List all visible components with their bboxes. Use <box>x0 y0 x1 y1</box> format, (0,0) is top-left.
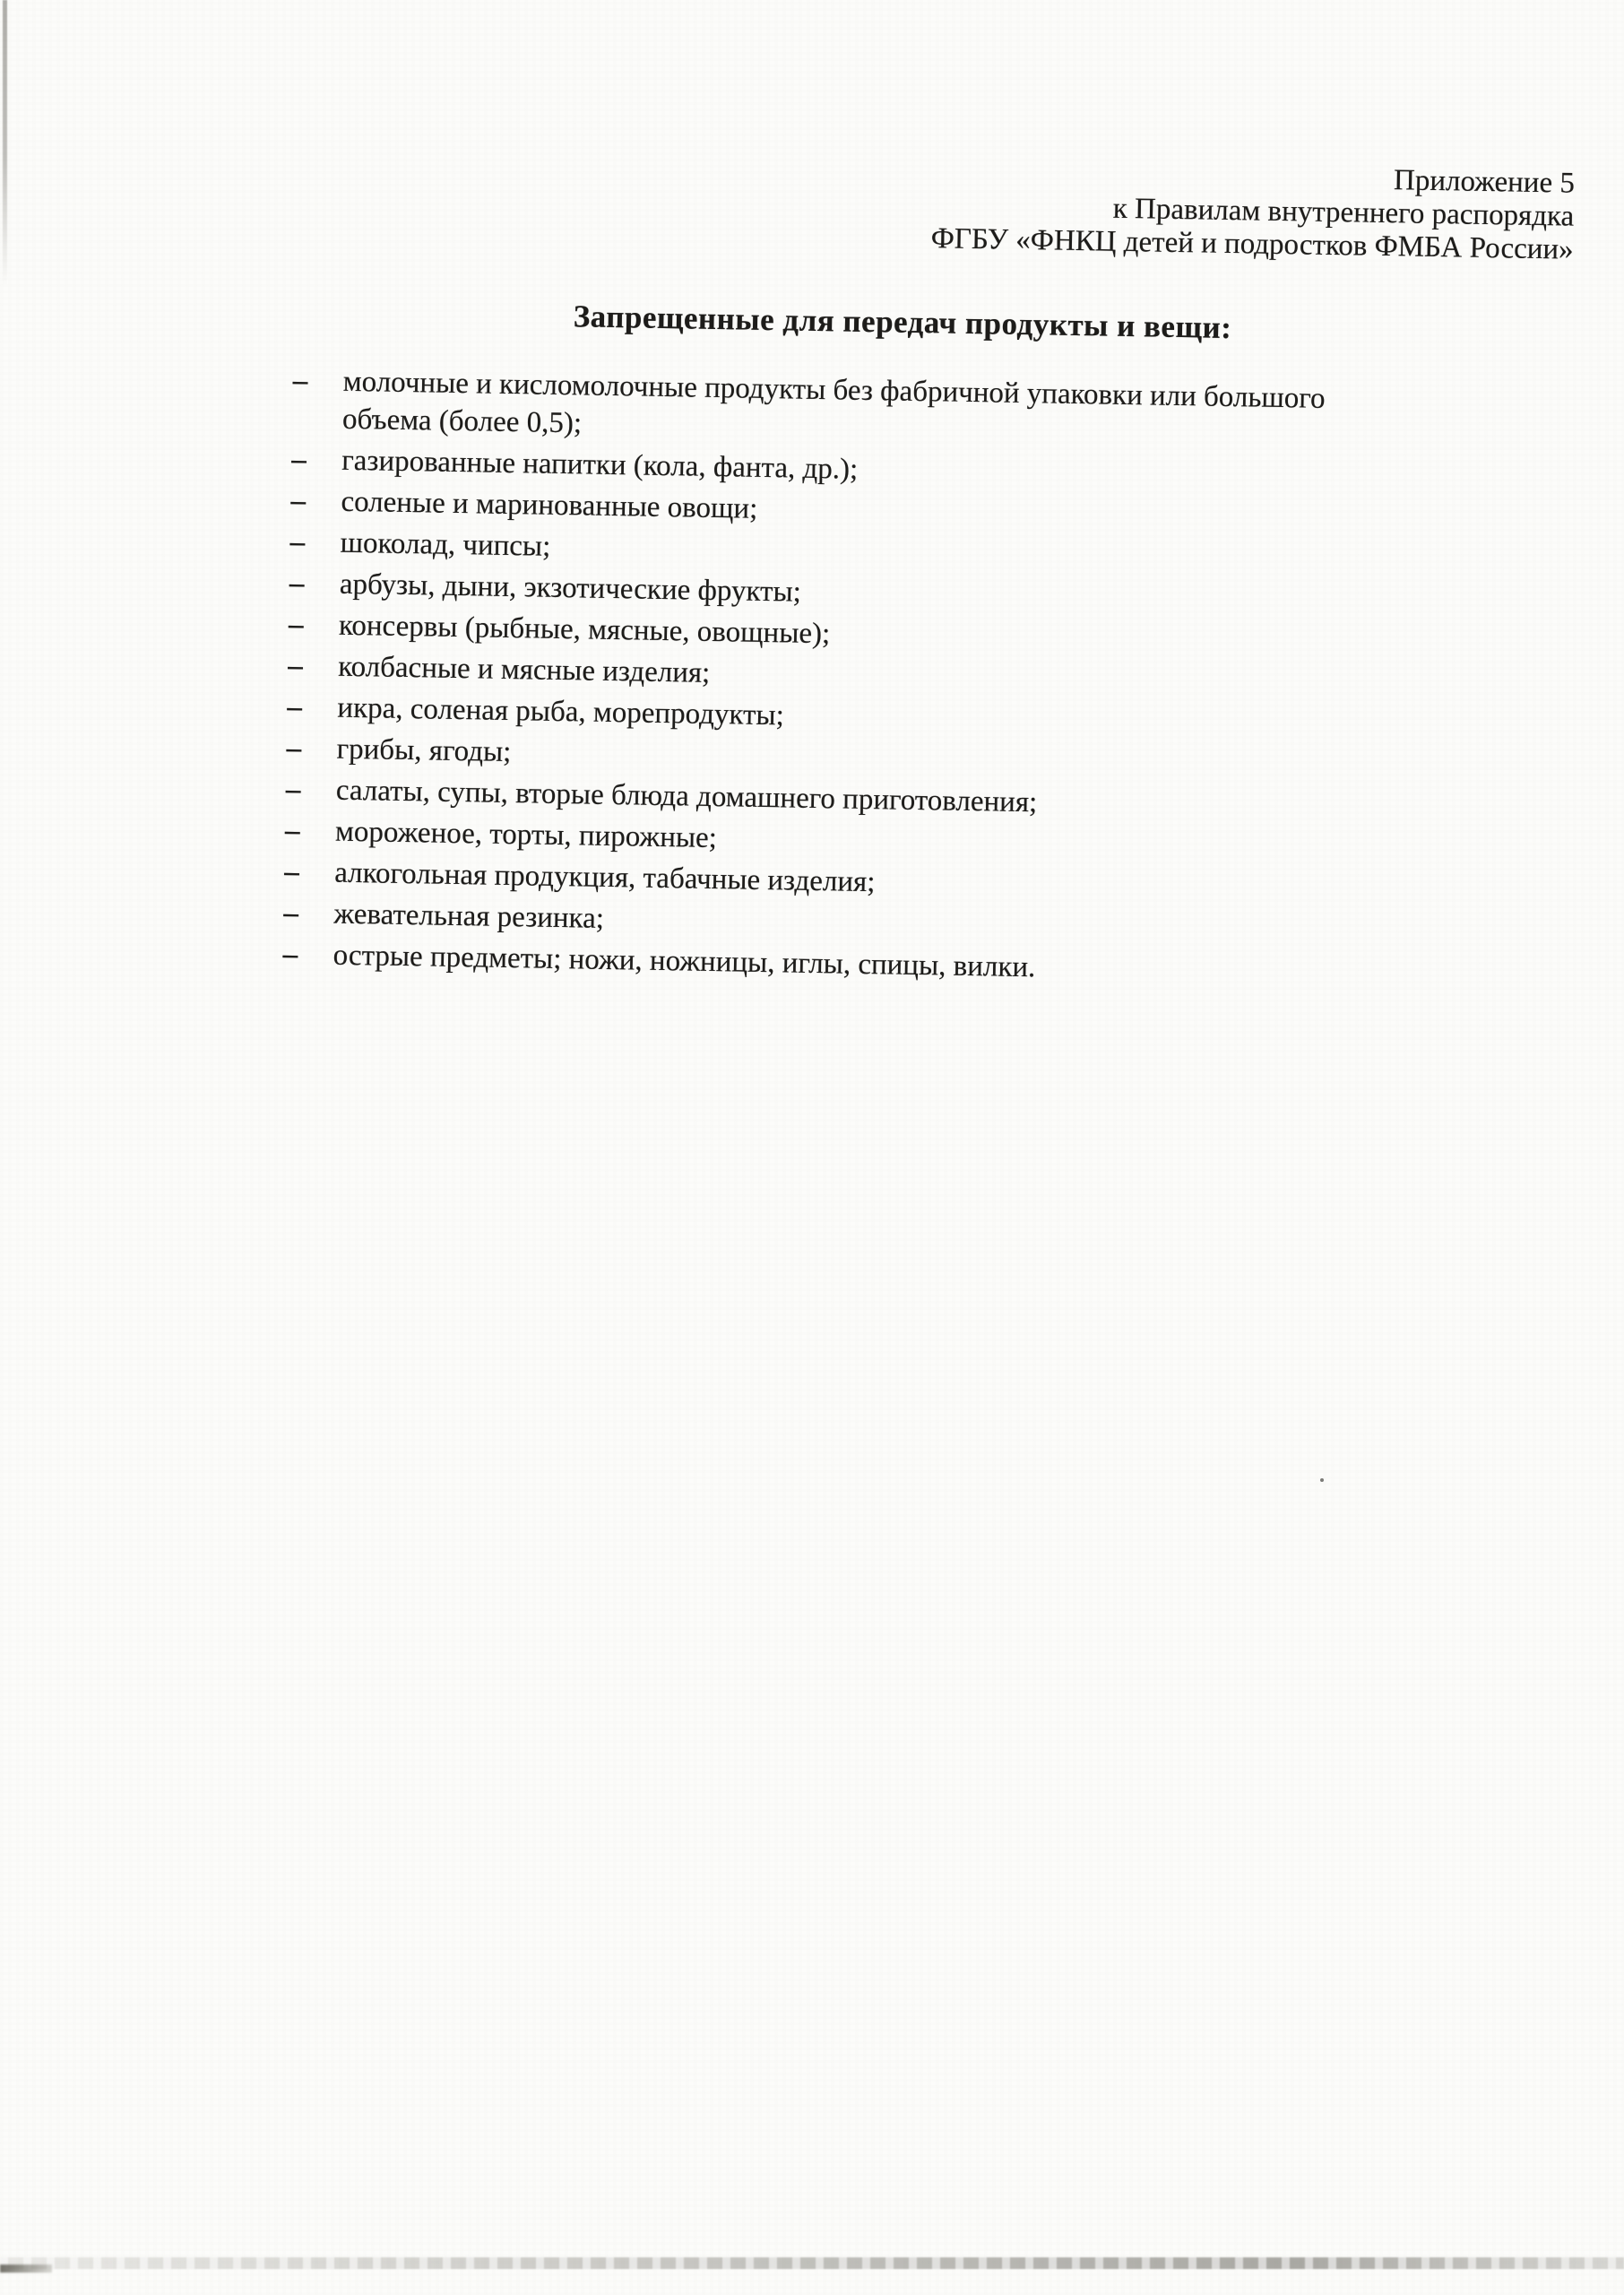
list-item-text: салаты, супы, вторые блюда домашнего приготовления; <box>335 774 1038 819</box>
dash-marker: – <box>292 364 308 398</box>
list-item-text: острые предметы; ножи, ножницы, иглы, спицы, вилки. <box>333 939 1036 984</box>
rules-reference-line: к Правилам внутреннего распорядка <box>1112 192 1575 233</box>
list-item-text: икра, соленая рыба, морепродукты; <box>337 691 785 732</box>
list-item-text: газированные напитки (кола, фанта, др.); <box>341 444 859 486</box>
dash-marker: – <box>283 855 300 888</box>
scan-left-edge-artifact <box>3 0 7 287</box>
scan-dust-speck <box>1320 1478 1324 1482</box>
dash-marker: – <box>289 567 305 601</box>
list-item-text: жевательная резинка; <box>333 897 605 935</box>
dash-marker: – <box>286 732 302 765</box>
list-item-text: консервы (рыбные, мясные, овощные); <box>338 609 831 651</box>
scan-bottom-edge-artifact <box>0 2257 1624 2269</box>
organization-line: ФГБУ «ФНКЦ детей и подростков ФМБА России» <box>930 222 1574 266</box>
dash-marker: – <box>283 896 299 930</box>
list-item-text: мороженое, торты, пирожные; <box>334 815 718 855</box>
dash-marker: – <box>282 938 298 971</box>
dash-marker: – <box>290 443 307 477</box>
appendix-number-line: Приложение 5 <box>1393 164 1576 200</box>
dash-marker: – <box>288 608 304 642</box>
list-item-text: молочные и кисломолочные продукты без фабричной упаковки или большого объема (более 0,5); <box>341 365 1326 440</box>
list-item-text: грибы, ягоды; <box>336 732 512 769</box>
scan-corner-smudge <box>0 2265 52 2273</box>
dash-marker: – <box>289 525 306 559</box>
dash-marker: – <box>285 773 301 806</box>
document-title: Запрещенные для передач продукты и вещи: <box>573 299 1232 346</box>
dash-marker: – <box>287 690 303 723</box>
dash-marker: – <box>287 649 304 682</box>
dash-marker: – <box>290 484 307 518</box>
list-item-text: алкогольная продукция, табачные изделия; <box>333 856 876 899</box>
appendix-header <box>930 156 1575 266</box>
list-item-text: колбасные и мясные изделия; <box>337 650 711 689</box>
list-item-text: шоколад, чипсы; <box>340 526 551 563</box>
list-item-text: арбузы, дыни, экзотические фрукты; <box>339 567 802 609</box>
dash-marker: – <box>284 814 300 847</box>
list-item-text: соленые и маринованные овощи; <box>341 485 758 525</box>
prohibited-items-list <box>282 362 1548 999</box>
